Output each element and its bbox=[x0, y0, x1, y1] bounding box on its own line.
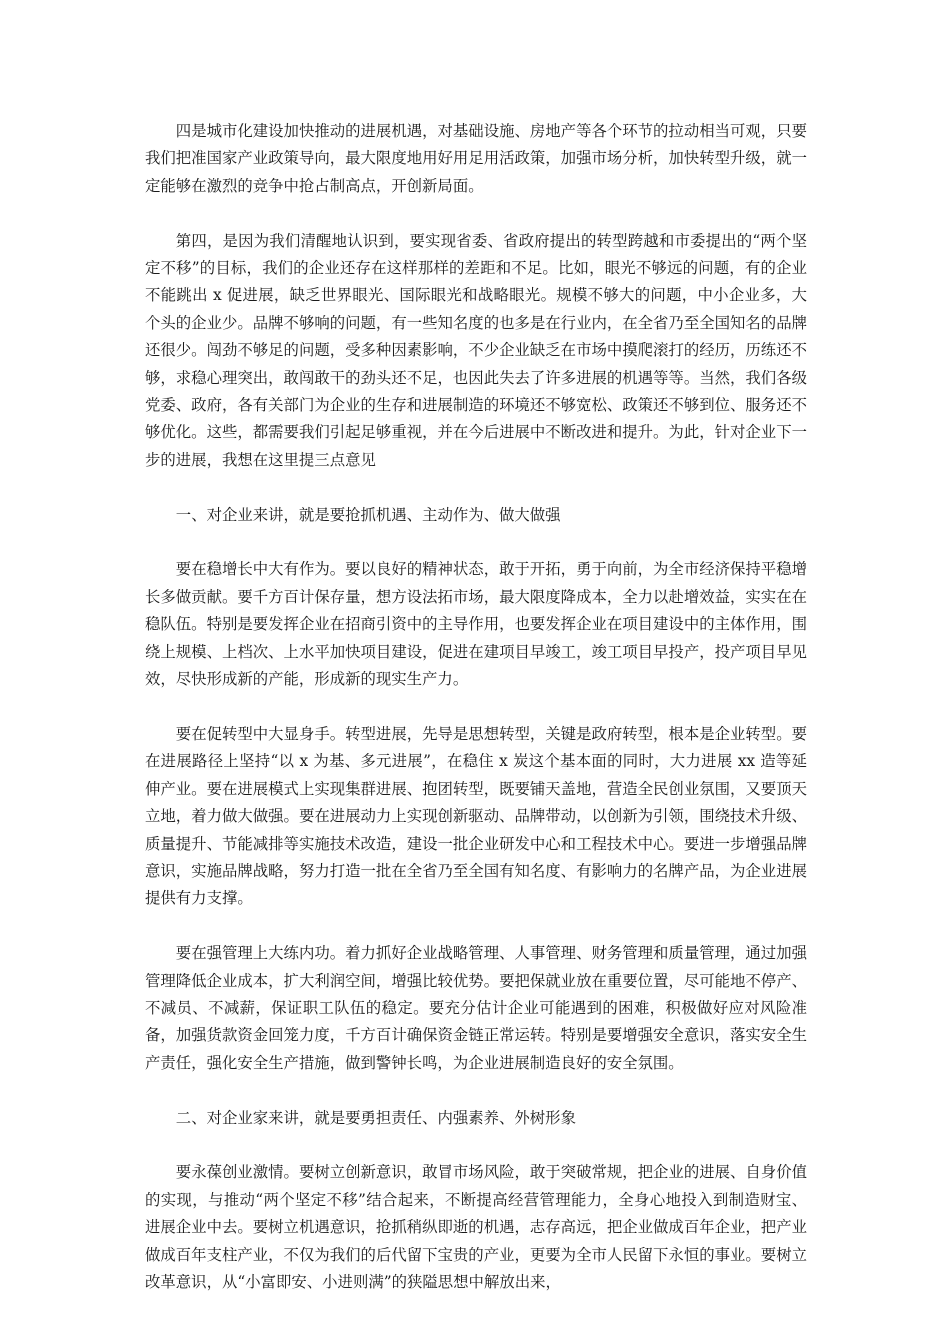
paragraph-fourth-reason: 第四，是因为我们清醒地认识到，要实现省委、省政府提出的转型跨越和市委提出的“两个坚定不移”的目标，我们的企业还存在这样那样的差距和不足。比如，眼光不够远的问题，有的企业不能跳出 x 促进展，缺乏世界眼光、国际眼光和战略眼光。规模不够大的问题，中小企业多，大个头的企业少。品牌不够响的问题，有一些知名度的也多是在行业内，在全省乃至全国知名的品牌还很少。闯劲不够足的问题，受多种因素影响，不少企业缺乏在市场中摸爬滚打的经历，历练还不够，求稳心理突出，敢闯敢干的劲头还不足，也因此失去了许多进展的机遇等等。当然，我们各级党委、政府，各有关部门为企业的生存和进展制造的环境还不够宽松、政策还不够到位、服务还不够优化。这些，都需要我们引起足够重视，并在今后进展中不断改进和提升。为此，针对企业下一步的进展，我想在这里提三点意见 bbox=[145, 231, 807, 469]
document-page bbox=[145, 118, 807, 1324]
paragraph-opportunity-urbanization: 四是城市化建设加快推动的进展机遇，对基础设施、房地产等各个环节的拉动相当可观，只要我们把准国家产业政策导向，最大限度地用好用足用活政策，加强市场分析，加快转型升级，就一定能够在激烈的竞争中抢占制高点，开创新局面。 bbox=[145, 122, 807, 195]
section-heading-entrepreneur: 二、对企业家来讲，就是要勇担责任、内强素养、外树形象 bbox=[175, 1108, 576, 1127]
paragraph-strengthen-management: 要在强管理上大练内功。着力抓好企业战略管理、人事管理、财务管理和质量管理，通过加强管理降低企业成本，扩大利润空间，增强比较优势。要把保就业放在重要位置，尽可能地不停产、不减员、不减薪，保证职工队伍的稳定。要充分估计企业可能遇到的困难，积极做好应对风险准备，加强货款资金回笼力度，千方百计确保资金链正常运转。特别是要增强安全意识，落实安全生产责任，强化安全生产措施，做到警钟长鸣，为企业进展制造良好的安全氛围。 bbox=[145, 944, 807, 1072]
section-heading-enterprise: 一、对企业来讲，就是要抢抓机遇、主动作为、做大做强 bbox=[175, 505, 561, 524]
paragraph-entrepreneurial-passion: 要永葆创业激情。要树立创新意识，敢冒市场风险，敢于突破常规，把企业的进展、自身价值的实现，与推动“两个坚定不移”结合起来，不断提高经营管理能力，全身心地投入到制造财宝、进展企业中去。要树立机遇意识，抢抓稍纵即逝的机遇，志存高远，把企业做成百年企业，把产业做成百年支柱产业，不仅为我们的后代留下宝贵的产业，更要为全市人民留下永恒的事业。要树立改革意识，从“小富即安、小进则满”的狭隘思想中解放出来， bbox=[145, 1163, 807, 1291]
paragraph-stable-growth: 要在稳增长中大有作为。要以良好的精神状态，敢于开拓，勇于向前，为全市经济保持平稳增长多做贡献。要千方百计保存量，想方设法拓市场，最大限度降成本，全力以赴增效益，实实在在稳队伍。特别是要发挥企业在招商引资中的主导作用，也要发挥企业在项目建设中的主体作用，围绕上规模、上档次、上水平加快项目建设，促进在建项目早竣工，竣工项目早投产，投产项目早见效，尽快形成新的产能，形成新的现实生产力。 bbox=[145, 560, 807, 689]
paragraph-promote-transformation: 要在促转型中大显身手。转型进展，先导是思想转型，关键是政府转型，根本是企业转型。要在进展路径上坚持“以 x 为基、多元进展”，在稳住 x 炭这个基本面的同时，大力进展 xx 造等延伸产业。要在进展模式上实现集群进展、抱团转型，既要铺天盖地，营造全民创业氛围，又要顶天立地，着力做大做强。要在进展动力上实现创新驱动、品牌带动，以创新为引领，围绕技术升级、质量提升、节能减排等实施技术改造，建设一批企业研发中心和工程技术中心。要进一步增强品牌意识，实施品牌战略，努力打造一批在全省乃至全国有知名度、有影响力的名牌产品，为企业进展提供有力支撑。 bbox=[145, 724, 807, 908]
